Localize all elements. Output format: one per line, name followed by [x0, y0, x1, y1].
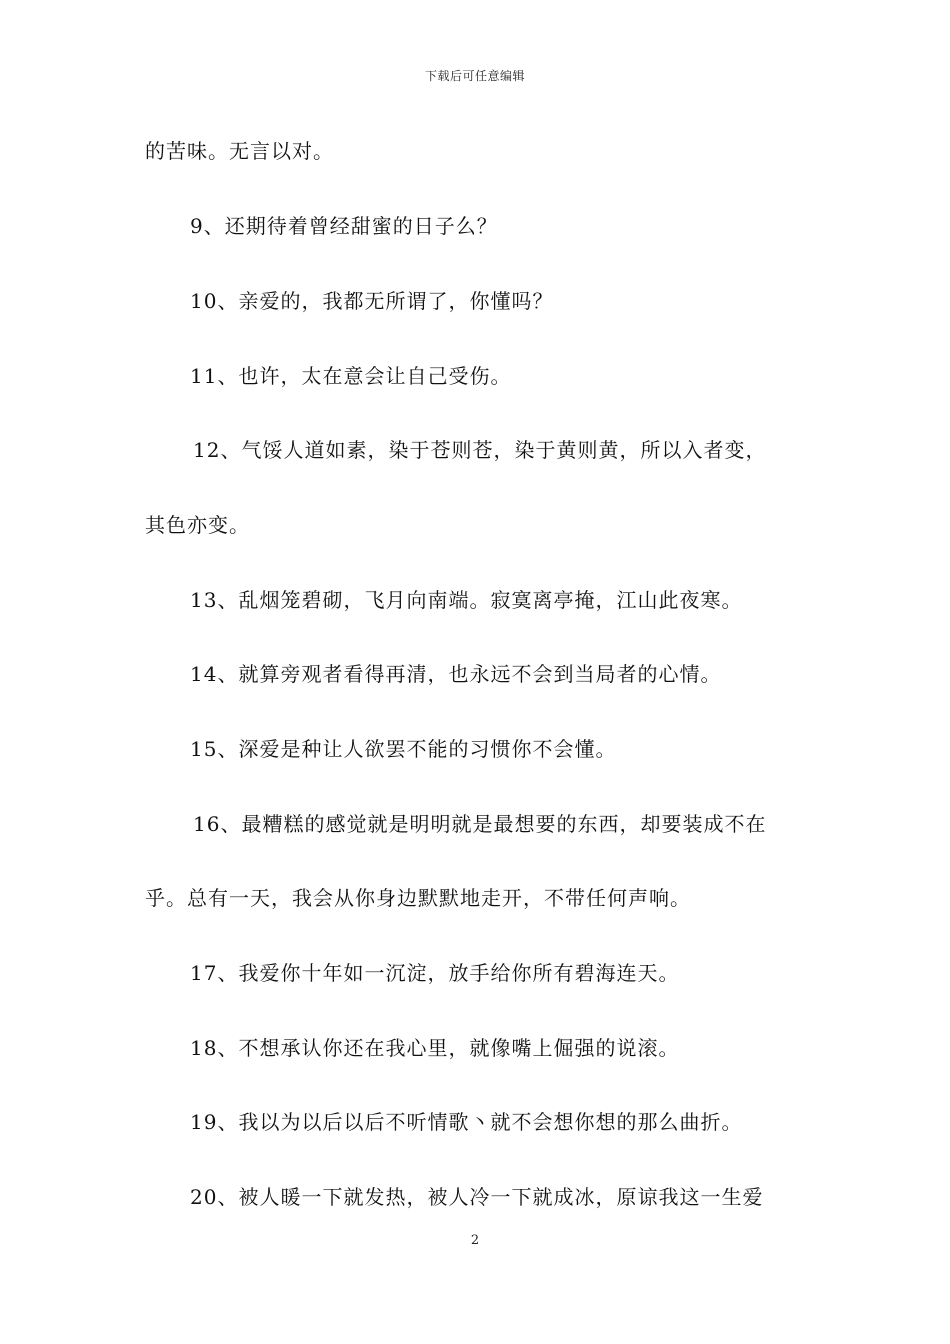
text-line: 14、就算旁观者看得再清，也永远不会到当局者的心情。 [190, 662, 722, 686]
text-line: 10、亲爱的，我都无所谓了，你懂吗？ [190, 289, 554, 313]
text-line: 9、还期待着曾经甜蜜的日子么？ [190, 214, 498, 238]
text-line: 16、最糟糕的感觉就是明明就是最想要的东西，却要装成不在 [193, 812, 767, 836]
text-line: 13、乱烟笼碧砌，飞月向南端。寂寞离亭掩，江山此夜寒。 [190, 588, 743, 612]
text-line: 的苦味。无言以对。 [145, 139, 334, 163]
text-line: 其色亦变。 [145, 513, 250, 537]
text-line: 11、也许，太在意会让自己受伤。 [190, 364, 512, 388]
text-line: 15、深爱是种让人欲罢不能的习惯你不会懂。 [190, 737, 617, 761]
text-line: 12、气馁人道如素，染于苍则苍，染于黄则黄，所以入者变， [193, 438, 767, 462]
text-line: 18、不想承认你还在我心里，就像嘴上倔强的说滚。 [190, 1036, 680, 1060]
text-line: 19、我以为以后以后不听情歌丶就不会想你想的那么曲折。 [190, 1110, 743, 1134]
page-number: 2 [470, 1233, 480, 1248]
header-note: 下载后可任意编辑 [424, 69, 525, 83]
text-line: 17、我爱你十年如一沉淀，放手给你所有碧海连天。 [190, 961, 680, 985]
text-line: 乎。总有一天，我会从你身边默默地走开，不带任何声响。 [145, 886, 691, 910]
text-line: 20、被人暖一下就发热，被人冷一下就成冰，原谅我这一生爱 [190, 1185, 764, 1209]
